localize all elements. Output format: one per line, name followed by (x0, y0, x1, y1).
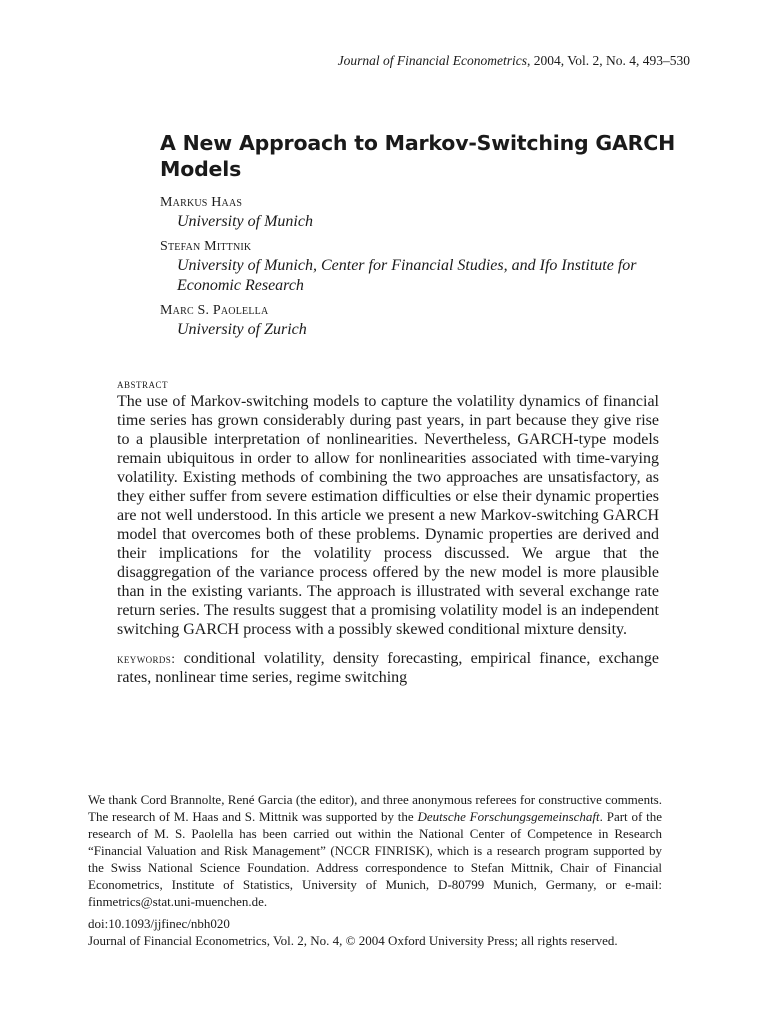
journal-name: Journal of Financial Econometrics (337, 53, 527, 68)
author-name: Marc S. Paolella (160, 303, 269, 318)
keywords (117, 649, 659, 687)
author-name: Stefan Mittnik (160, 239, 252, 254)
doi: doi:10.1093/jjfinec/nbh020 (88, 916, 230, 931)
author-affiliation: University of Munich (177, 213, 313, 230)
abstract-heading: abstract (117, 376, 169, 391)
funder-name: Deutsche Forschungsgemeinschaft (417, 809, 600, 824)
keywords-label: keywords: (117, 651, 176, 666)
author-affiliation: University of Zurich (177, 321, 307, 338)
author-entry (160, 194, 680, 232)
author-entry (160, 238, 680, 296)
article-title: A New Approach to Markov-Switching GARCH Models (160, 131, 676, 181)
author-list (160, 194, 680, 346)
keywords-text: conditional volatility, density forecasting, empirical finance, exchange rates, nonlinear time series, regime switching (117, 650, 659, 686)
copyright-line: Journal of Financial Econometrics, Vol. 2, No. 4, © 2004 Oxford University Press; all rights reserved. (88, 933, 618, 948)
author-affiliation: University of Munich, Center for Financial Studies, and Ifo Institute for Economic Research (177, 257, 637, 294)
running-head (338, 52, 690, 70)
acknowledgement-footnote (88, 791, 662, 910)
issue-details: , 2004, Vol. 2, No. 4, 493–530 (526, 53, 690, 68)
author-entry (160, 302, 680, 340)
abstract-section (117, 376, 659, 687)
footnote-text-2: . Part of the research of M. S. Paolella has been carried out within the National Center of Competence in Research “Financial Valuation and Risk Management” (NCCR FINRISK), which is a research program supported by the Swiss National Science Foundation. Address correspondence to Stefan Mittnik, Chair of Financial Econometrics, Institute of Statistics, University of Munich, D-80799 Munich, Germany, or e-mail: finmetrics@stat.uni-muenchen.de. (88, 809, 663, 909)
author-name: Markus Haas (160, 195, 243, 210)
footnote-text-1: We thank Cord Brannolte, René Garcia (the editor), and three anonymous referees for constructive comments. The research of M. Haas and S. Mittnik was supported by the (88, 792, 662, 824)
abstract-text: The use of Markov-switching models to capture the volatility dynamics of financial time series has grown considerably during past years, in part because they give rise to a plausible interpretation of nonlinearities. Nevertheless, GARCH-type models remain ubiquitous in order to allow for nonlinearities associated with time-varying volatility. Existing methods of combining the two approaches are unsatisfactory, as they either suffer from severe estimation difficulties or else their dynamic properties are not well understood. In this article we present a new Markov-switching GARCH model that overcomes both of these problems. Dynamic properties are derived and their implications for the volatility process discussed. We argue that the disaggregation of the variance process offered by the new model is more plausible than in the existing variants. The approach is illustrated with several exchange rate return series. The results suggest that a promising volatility model is an independent switching GARCH process with a possibly skewed conditional mixture density. (117, 393, 659, 638)
